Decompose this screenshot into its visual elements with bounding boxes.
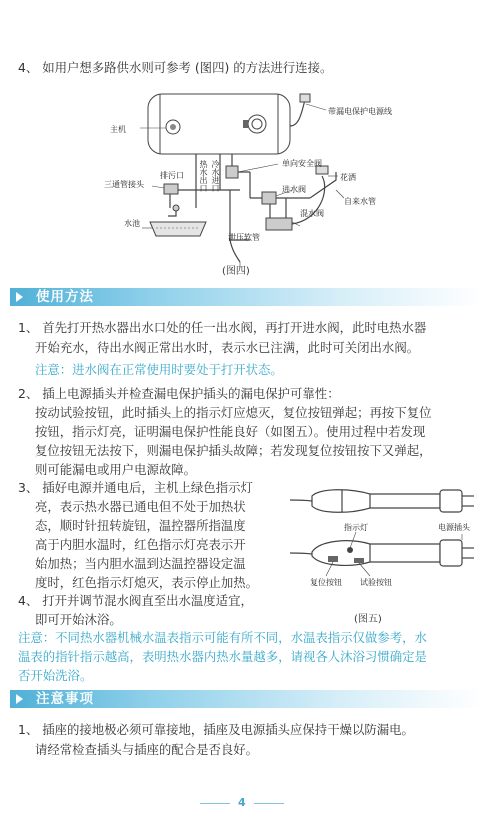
inlet-valve: [262, 192, 276, 204]
section-header-usage: [10, 288, 482, 306]
label-hot-outlet: 热水出口: [199, 160, 208, 192]
plug-bottom-view: [290, 540, 474, 566]
usage-item3-line1: 3、 插好电源并通电后，主机上绿色指示灯: [18, 480, 253, 495]
sink: [150, 222, 206, 236]
usage-item3-line4: 高于内胆水温时，红色指示灯亮表示开: [35, 537, 246, 552]
test-button: [354, 558, 364, 563]
usage-item4-line1: 4、 打开并调节混水阀直至出水温度适宜，: [18, 593, 253, 608]
usage-item3-line3: 态，顺时针扭转旋钮，温控器所指温度: [35, 518, 246, 533]
label-leak-cord: 带漏电保护电源线: [328, 107, 392, 116]
usage-note2-line1: 注意：不同热水器机械水温表指示可能有所不同，水温表指示仅做参考，水: [18, 630, 427, 645]
intro-text: 4、 如用户想多路供水则可参考 (图四) 的方法进行连接。: [18, 60, 333, 75]
usage-item2-line5: 则可能漏电或用户电源故障。: [35, 462, 197, 477]
usage-note2-line3: 否开始洗浴。: [18, 668, 93, 683]
plug-top-view: [290, 490, 474, 513]
usage-item2-line2: 按动试验按钮，此时插头上的指示灯应熄灭，复位按钮弹起；再按下复位: [35, 405, 432, 420]
label-indicator: 指示灯: [344, 523, 368, 532]
label-tap-pipe: 自来水管: [344, 197, 376, 206]
label-check-valve: 单向安全阀: [282, 159, 322, 168]
usage-item3-line2: 亮，表示热水器已通电但不处于加热状: [35, 499, 246, 514]
label-host: 主机: [110, 125, 126, 134]
page-number-rule-left: [200, 803, 230, 804]
page-number-rule-right: [254, 803, 284, 804]
section-header-caution: [10, 690, 482, 708]
usage-item4-line2: 即可开始沐浴。: [35, 612, 122, 627]
triangle-bullet-icon: [16, 292, 23, 302]
label-relief-hose: 泄压软管: [228, 233, 260, 242]
figure-5-caption: (图五): [354, 614, 382, 625]
label-tee-joint: 三通管接头: [104, 180, 144, 189]
section-title-usage: 使用方法: [36, 289, 94, 305]
label-cold-inlet: 冷水进口: [211, 160, 220, 192]
usage-item3-line5: 始加热；当内胆水温到达温控器设定温: [35, 556, 246, 571]
relief-hose: [230, 240, 240, 262]
label-mixing-valve: 混水阀: [300, 209, 324, 218]
label-shower: 花洒: [340, 173, 356, 182]
label-sink: 水池: [124, 219, 140, 228]
power-cord: [290, 100, 305, 126]
mixing-valve: [266, 218, 292, 230]
figure-4-caption: (图四): [222, 266, 250, 277]
label-test-button: 试验按钮: [360, 578, 392, 587]
usage-item1-line2: 开始充水，待出水阀正常出水时，表示水已注满，此时可关闭出水阀。: [35, 340, 420, 355]
caution-item1-line2: 请经常检查插头与插座的配合是否良好。: [35, 742, 259, 757]
usage-item2-line1: 2、 插上电源插头并检查漏电保护插头的漏电保护可靠性：: [18, 386, 340, 401]
usage-note1: 注意：进水阀在正常使用时要处于打开状态。: [35, 362, 283, 377]
reset-button: [328, 556, 338, 562]
caution-item1-line1: 1、 插座的接地极必须可靠接地，插座及电源插头应保持干燥以防漏电。: [18, 722, 414, 737]
triangle-bullet-icon: [16, 694, 23, 704]
usage-note2-line2: 温表的指针指示越高，表明热水器内热水量越多，请视各人沐浴习惯确定是: [18, 649, 427, 664]
section-title-caution: 注意事项: [36, 691, 94, 707]
tee-joint: [164, 184, 178, 194]
label-inlet-valve: 进水阀: [282, 185, 306, 194]
label-drain: 排污口: [160, 171, 184, 180]
check-valve: [226, 166, 238, 178]
label-power-plug: 电源插头: [438, 523, 470, 532]
usage-item1-line1: 1、 首先打开热水器出水口处的任一出水阀，再打开进水阀，此时电热水器: [18, 320, 427, 335]
usage-item2-line3: 按钮，指示灯亮，证明漏电保护性能良好（如图五）。使用过程中若发现: [35, 424, 426, 439]
usage-item2-line4: 复位按钮无法按下，则漏电保护插头故障；若发现复位按钮按下又弹起，: [35, 443, 432, 458]
page-number: 4: [238, 796, 246, 809]
label-reset-button: 复位按钮: [310, 578, 342, 587]
usage-item3-line6: 度时，红色指示灯熄灭，表示停止加热。: [35, 575, 259, 590]
